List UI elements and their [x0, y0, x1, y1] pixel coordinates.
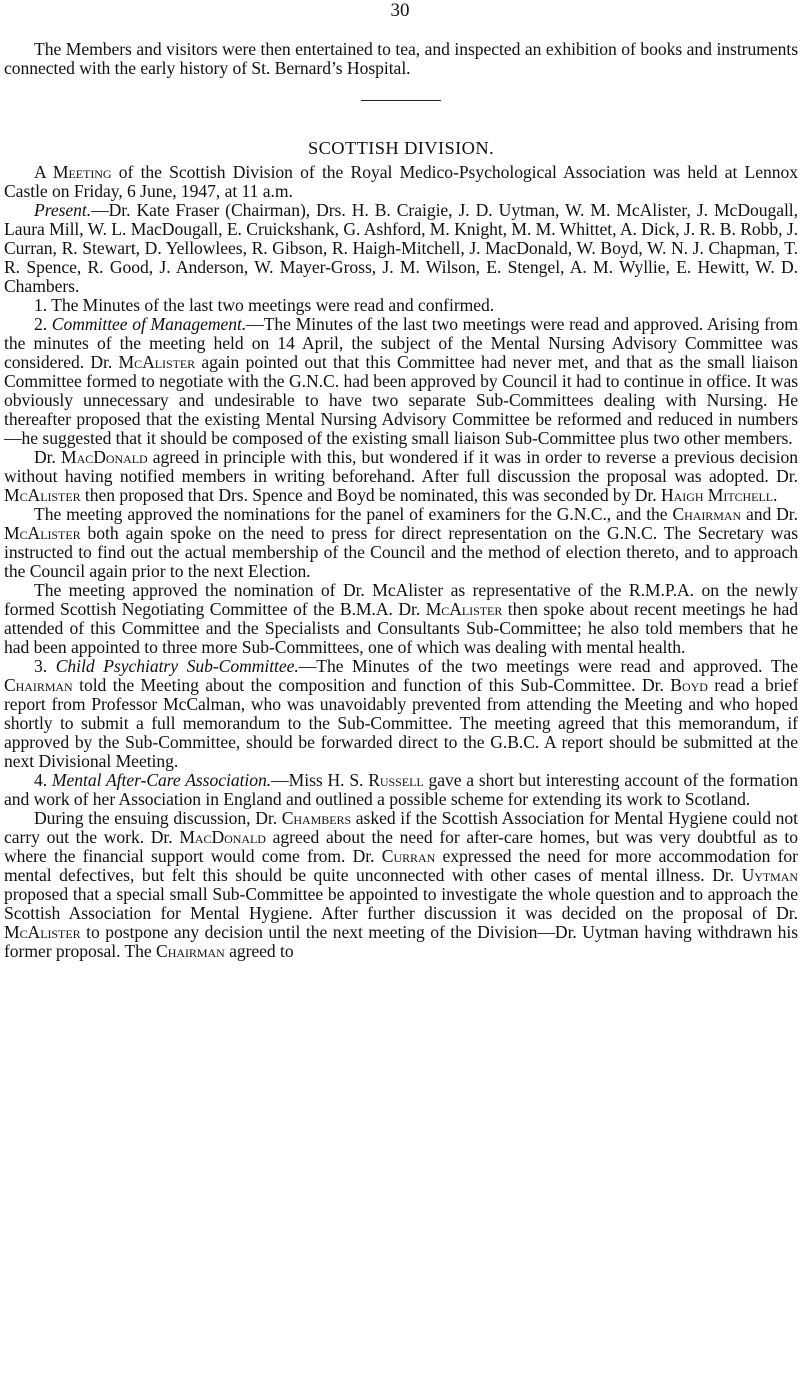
item-3-text-1: —The Minutes of the two meetings were read and approved. The [298, 656, 798, 676]
section-divider [361, 100, 441, 101]
discussion-text-1: asked if the Scottish Association for Mental Hygiene could not carry out the work. Dr. [4, 808, 798, 847]
division-heading: SCOTTISH DIVISION. [308, 138, 494, 158]
negotiating-paragraph [4, 581, 798, 657]
present-label: Present. [34, 200, 92, 220]
macdonald-name-1: MacDonald [61, 447, 148, 467]
meeting-paragraph [4, 163, 798, 201]
item-3-paragraph [4, 657, 798, 771]
item-2-paragraph [4, 315, 798, 448]
item-2-number: 2. [34, 314, 52, 334]
item-2-text-2: again pointed out that this Committee had never met, and that as the small liaison Committee formed to negotiate with the G.N.C. had been approved by Council it had to continue in office. It was obviously unnecessary and undesirable to have two separate Sub-Committees dealing with Nursing. He thereafter proposed that the existing Mental Nursing Advisory Committee be reformed and reduced in numbers—he suggested that it should be composed of the existing small liaison Sub-Committee plus two other members. [4, 352, 798, 448]
item-2-name-1: McAlister [118, 352, 196, 372]
discussion-text-2: agreed about the need for after-care homes, but was very doubtful as to where the financial support would come from. Dr. [4, 827, 799, 866]
item-3-text-3: read a brief report from Professor McCalman, who was unavoidably prevented from attending the Meeting and who hoped shortly to submit a full memorandum to the Sub-Committee. The meeting agreed that this memorandum, if approved by the Sub-Committee, should be forwarded direct to the G.B.C. A report should be submitted at the next Divisional Meeting. [4, 675, 798, 771]
item-1-paragraph: 1. The Minutes of the last two meetings were read and confirmed. [34, 295, 495, 315]
item-3-number: 3. [34, 656, 56, 676]
discussion-text-4: proposed that a special small Sub-Committee be appointed to investigate the whole question and to approach the Scottish Association for Mental Hygiene. After further discussion it was decided on the proposal of Dr. [4, 884, 798, 923]
present-text: —Dr. Kate Fraser (Chairman), Drs. H. B. Craigie, J. D. Uytman, W. M. McAlister, J. McDougall, Laura Mill, W. L. MacDougall, E. Cruickshank, G. Ashford, M. Knight, M. M. Whittet, A. Dick, J. R. B. Robb, J. Curran, R. Stewart, D. Yellowlees, R. Gibson, R. Haigh-Mitchell, J. MacDonald, W. Boyd, W. N. J. Chapman, T. R. Spence, R. Good, J. Anderson, W. Mayer-Gross, J. M. Wilson, E. Stengel, A. M. Wyllie, E. Hewitt, W. D. Chambers. [4, 200, 798, 296]
discussion-name-5: McAlister [4, 922, 81, 942]
item-2-text-1: —The Minutes of the last two meetings were read and approved. Arising from the minutes of the meeting held on 14 April, the subject of the Mental Nursing Advisory Committee was considered. Dr. [4, 314, 798, 372]
item-3-title: Child Psychiatry Sub-Committee. [55, 656, 299, 676]
item-4-title: Mental After-Care Association. [51, 770, 272, 790]
discussion-name-4: Uytman [741, 865, 798, 885]
discussion-text-6: agreed to [224, 941, 294, 961]
discussion-name-3: Curran [381, 846, 436, 866]
item-4-paragraph [4, 771, 798, 809]
macdonald-text-3: . [773, 485, 778, 505]
item-4-text-2: gave a short but interesting account of the formation and work of her Association in England and outlined a possible scheme for extending its work to Scotland. [4, 770, 798, 809]
intro-paragraph: The Members and visitors were then entertained to tea, and inspected an exhibition of books and instruments connected with the early history of St. Bernard’s Hospital. [4, 39, 798, 78]
examiners-text-1: and Dr. [741, 504, 798, 524]
discussion-text-0: During the ensuing discussion, Dr. [34, 808, 282, 828]
macdonald-name-3: Haigh Mitchell [660, 485, 774, 505]
macdonald-text-2: then proposed that Drs. Spence and Boyd be nominated, this was seconded by Dr. [80, 485, 661, 505]
item-2-title: Committee of Management. [51, 314, 247, 334]
discussion-name-2: MacDonald [179, 827, 266, 847]
discussion-name-6: Chairman [156, 941, 225, 961]
macdonald-text-1: agreed in principle with this, but wondered if it was in order to reverse a previous decision without having notified members in writing beforehand. After full discussion the proposal was adopted. Dr. [4, 447, 798, 486]
negotiating-text-1: then spoke about recent meetings he had attended of this Committee and the Specialists and Consultants Sub-Committee; he also told members that he had been appointed to three more Sub-Committees, one of which was dealing with mental health. [4, 599, 798, 657]
page-content [4, 40, 798, 961]
item-4-text-1: —Miss H. S. [271, 770, 369, 790]
item-4-name-1: Russell [368, 770, 424, 790]
item-4-number: 4. [34, 770, 52, 790]
examiners-name-2: McAlister [4, 523, 81, 543]
examiners-paragraph [4, 505, 798, 581]
item-3-text-2: told the Meeting about the composition and function of this Sub-Committee. Dr. [72, 675, 671, 695]
discussion-text-3: expressed the need for more accommodation for mental defectives, but felt this should be quite unconnected with other cases of mental illness. Dr. [4, 846, 798, 885]
macdonald-text-0: Dr. [34, 447, 62, 467]
present-paragraph [4, 201, 798, 296]
meeting-lead: A Meeting [34, 162, 112, 182]
page-number: 30 [390, 0, 410, 21]
discussion-text-5: to postpone any decision until the next meeting of the Division—Dr. Uytman having withdrawn his former proposal. The [4, 922, 798, 961]
negotiating-name-1: McAlister [425, 599, 503, 619]
examiners-text-2: both again spoke on the need to press for direct representation on the G.N.C. The Secretary was instructed to find out the actual membership of the Council and the method of election thereto, and to approach the Council again prior to the next Election. [4, 523, 798, 581]
negotiating-text-0: The meeting approved the nomination of Dr. McAlister as representative of the R.M.P.A. on the newly formed Scottish Negotiating Committee of the B.M.A. Dr. [4, 580, 798, 619]
meeting-text: of the Scottish Division of the Royal Medico-Psychological Association was held at Lennox Castle on Friday, 6 June, 1947, at 11 a.m. [4, 162, 798, 201]
macdonald-paragraph [4, 448, 798, 505]
item-3-name-1: Chairman [4, 675, 73, 695]
examiners-text-0: The meeting approved the nominations for the panel of examiners for the G.N.C., and the [34, 504, 673, 524]
discussion-name-1: Chambers [281, 808, 352, 828]
item-3-name-2: Boyd [670, 675, 708, 695]
examiners-name-1: Chairman [672, 504, 742, 524]
macdonald-name-2: McAlister [4, 485, 81, 505]
discussion-paragraph [4, 809, 798, 961]
